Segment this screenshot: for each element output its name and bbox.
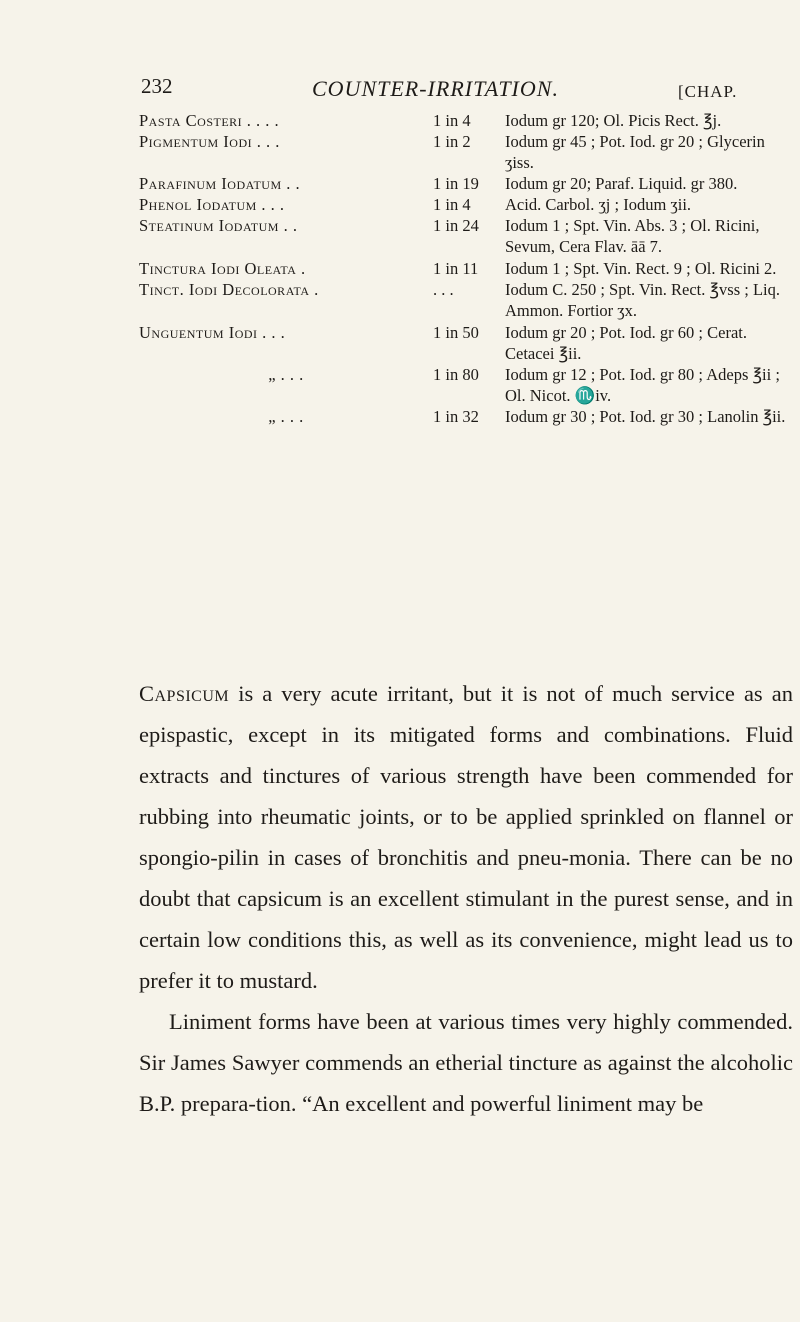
body-text (139, 673, 793, 1124)
formula-composition: Iodum gr 12 ; Pot. Iod. gr 80 ; Adeps ℥ii ; Ol. Nicot. ♏iv. (505, 365, 780, 405)
formula-composition: Iodum C. 250 ; Spt. Vin. Rect. ℥vss ; Liq. Ammon. Fortior ʒx. (505, 280, 780, 320)
chapter-mark: [CHAP. (678, 82, 738, 101)
formula-ratio: 1 in 32 (433, 407, 479, 426)
table-row (139, 194, 789, 215)
formula-name: Parafinum Iodatum . . (139, 174, 301, 193)
formula-composition: Iodum gr 20; Paraf. Liquid. gr 380. (505, 174, 738, 193)
formula-composition: Iodum gr 120; Ol. Picis Rect. ℥j. (505, 111, 722, 130)
table-row (139, 364, 789, 406)
paragraph-capsicum (139, 673, 793, 1001)
paragraph-lead-word: Capsicum (139, 681, 230, 706)
formula-name: Pigmentum Iodi . . . (139, 132, 280, 151)
formula-ratio: 1 in 11 (433, 259, 479, 278)
page-number: 232 (141, 74, 173, 98)
formula-ratio: 1 in 2 (433, 132, 471, 151)
formula-composition: Iodum 1 ; Spt. Vin. Rect. 9 ; Ol. Ricini 2. (505, 259, 777, 278)
table-row (139, 131, 789, 173)
formula-name: Tinct. Iodi Decolorata . (139, 280, 319, 299)
formula-ratio: . . . (433, 280, 454, 299)
formula-name: Tinctura Iodi Oleata . (139, 259, 306, 278)
formula-name: „ . . . (268, 407, 304, 426)
formula-name: Steatinum Iodatum . . (139, 216, 298, 235)
table-row (139, 279, 789, 321)
table-row (139, 215, 789, 257)
formula-composition: Iodum gr 20 ; Pot. Iod. gr 60 ; Cerat. Cetacei ℥ii. (505, 323, 747, 363)
running-title: COUNTER-IRRITATION. (312, 76, 559, 101)
formula-name: Pasta Costeri . . . . (139, 111, 280, 130)
formula-ratio: 1 in 24 (433, 216, 479, 235)
formula-ratio: 1 in 19 (433, 174, 479, 193)
formula-composition: Iodum gr 45 ; Pot. Iod. gr 20 ; Glycerin ʒiss. (505, 132, 765, 172)
formula-name: Unguentum Iodi . . . (139, 323, 286, 342)
table-row (139, 406, 789, 427)
formula-composition: Acid. Carbol. ʒj ; Iodum ʒii. (505, 195, 692, 214)
formula-ratio: 1 in 4 (433, 195, 471, 214)
paragraph-liniment: Liniment forms have been at various times very highly commended. Sir James Sawyer commends an etherial tincture as against the alcoholic B.P. prepara-tion. “An excellent and powerful liniment may be (139, 1009, 793, 1116)
paragraph-text: is a very acute irritant, but it is not of much service as an epispastic, except in its mitigated forms and combinations. Fluid extracts and tinctures of various strength have been commended for rubbing into rheumatic joints, or to be applied sprinkled on flannel or spongio-pilin in cases of bronchitis and pneu-monia. There can be no doubt that capsicum is an excellent stimulant in the purest sense, and in certain low conditions this, as well as its convenience, might lead us to prefer it to mustard. (139, 681, 793, 993)
formula-ratio: 1 in 80 (433, 365, 479, 384)
formula-composition: Iodum 1 ; Spt. Vin. Abs. 3 ; Ol. Ricini, Sevum, Cera Flav. āā 7. (505, 216, 760, 256)
table-row (139, 110, 789, 131)
table-row (139, 321, 789, 364)
formula-ratio: 1 in 50 (433, 323, 479, 342)
formula-name: Phenol Iodatum . . . (139, 195, 285, 214)
table-row (139, 173, 789, 194)
formula-table (139, 110, 789, 427)
formula-name: „ . . . (268, 365, 304, 384)
table-row (139, 257, 789, 279)
formula-ratio: 1 in 4 (433, 111, 471, 130)
formula-composition: Iodum gr 30 ; Pot. Iod. gr 30 ; Lanolin ℥ii. (505, 407, 786, 426)
